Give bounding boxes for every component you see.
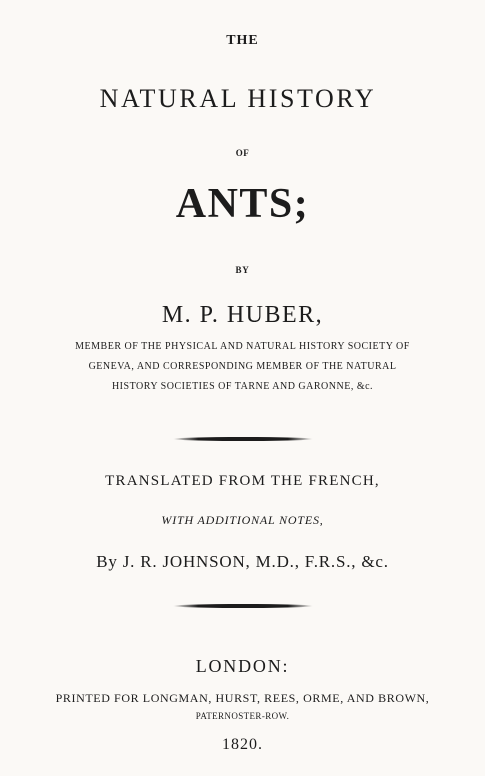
title-of: OF (235, 148, 250, 158)
author-affiliation-line: HISTORY SOCIETIES OF TARNE AND GARONNE, &c. (111, 381, 374, 392)
publication-year: 1820. (222, 736, 263, 753)
title-article: THE (226, 33, 259, 48)
title-subject: ANTS; (175, 181, 310, 227)
author-affiliation-line: GENEVA, AND CORRESPONDING MEMBER OF THE NATURAL (88, 361, 397, 372)
publisher-address: PATERNOSTER-ROW. (195, 711, 290, 721)
author-affiliation-line: MEMBER OF THE PHYSICAL AND NATURAL HISTORY SOCIETY OF (75, 341, 410, 352)
ornamental-rule (173, 604, 313, 608)
imprint-city: LONDON: (195, 656, 290, 676)
notes-line: WITH ADDITIONAL NOTES, (161, 513, 324, 527)
author-name: M. P. HUBER, (161, 302, 324, 328)
title-line: NATURAL HISTORY (99, 84, 377, 113)
translator-line: By J. R. JOHNSON, M.D., F.R.S., &c. (96, 552, 389, 571)
publisher-line: PRINTED FOR LONGMAN, HURST, REES, ORME, AND BROWN, (55, 691, 430, 705)
ornamental-rule (173, 437, 313, 441)
translation-line: TRANSLATED FROM THE FRENCH, (105, 473, 380, 489)
author-by: BY (235, 265, 250, 275)
